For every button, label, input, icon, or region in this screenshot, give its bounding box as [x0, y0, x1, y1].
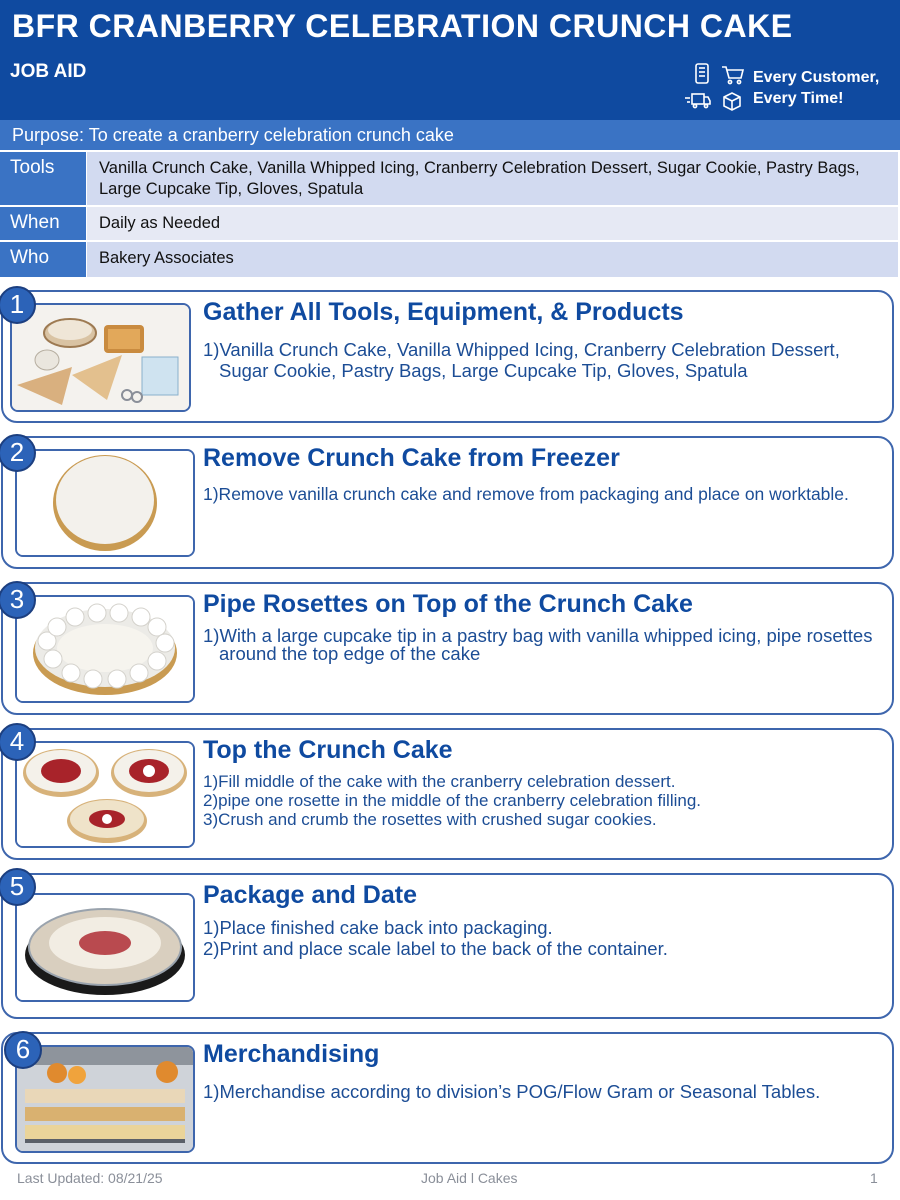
- page-subtitle: JOB AID: [10, 61, 87, 82]
- header-banner: [0, 0, 900, 120]
- step-4-item-3: 3)Crush and crumb the rosettes with crushed sugar cookies.: [203, 810, 657, 829]
- step-card-2: [1, 436, 894, 569]
- step-4-photo: [15, 741, 195, 848]
- step-3-photo: [15, 595, 195, 703]
- step-number-5: 5: [0, 868, 36, 906]
- tagline-icons: [684, 62, 750, 114]
- tagline-line-2: Every Time!: [753, 90, 844, 107]
- tagline: [753, 67, 879, 109]
- step-number-1: 1: [0, 286, 36, 324]
- step-3-item-1: 1)With a large cupcake tip in a pastry bag with vanilla whipped icing, pipe rosettes around the top edge of the cake: [203, 625, 873, 664]
- info-row-tools: [0, 152, 900, 205]
- footer-section: Job Aid l Cakes: [421, 1170, 518, 1186]
- phone-icon: [696, 64, 708, 83]
- step-1-item-1: 1)Vanilla Crunch Cake, Vanilla Whipped Icing, Cranberry Celebration Dessert, Sugar Cookie, Pastry Bags, Large Cupcake Tip, Gloves, Spatula: [203, 339, 840, 381]
- step-3-list: [203, 627, 882, 663]
- step-5-list: [203, 917, 882, 959]
- step-card-4: [1, 728, 894, 860]
- package-icon: [724, 93, 740, 110]
- step-number-3: 3: [0, 581, 36, 619]
- footer: [0, 1170, 900, 1190]
- step-2-item-1: 1)Remove vanilla crunch cake and remove from packaging and place on worktable.: [203, 484, 849, 504]
- delivery-truck-icon: [685, 94, 710, 108]
- tagline-line-1: Every Customer,: [753, 69, 880, 86]
- step-5-item-2: 2)Print and place scale label to the back of the container.: [203, 938, 668, 959]
- info-label-when: When: [0, 207, 86, 240]
- info-value-who: Bakery Associates: [87, 242, 898, 277]
- step-6-photo: [15, 1045, 195, 1153]
- cart-icon: [722, 67, 743, 84]
- step-6-list: [203, 1081, 882, 1102]
- info-row-who: [0, 242, 900, 277]
- step-number-2: 2: [0, 434, 36, 472]
- info-label-tools: Tools: [0, 152, 86, 205]
- step-number-6: 6: [4, 1031, 42, 1069]
- page-title: BFR CRANBERRY CELEBRATION CRUNCH CAKE: [12, 8, 793, 44]
- step-number-4: 4: [0, 723, 36, 761]
- step-1-photo: [10, 303, 191, 412]
- step-2-title: Remove Crunch Cake from Freezer: [203, 444, 620, 472]
- footer-page-number: 1: [870, 1170, 878, 1186]
- info-value-when: Daily as Needed: [87, 207, 898, 240]
- step-card-6: [1, 1032, 894, 1164]
- step-1-title: Gather All Tools, Equipment, & Products: [203, 298, 684, 326]
- step-card-3: [1, 582, 894, 715]
- step-4-item-2: 2)pipe one rosette in the middle of the cranberry celebration filling.: [203, 791, 702, 810]
- step-4-item-1: 1)Fill middle of the cake with the cranberry celebration dessert.: [203, 772, 676, 791]
- step-6-item-1: 1)Merchandise according to division’s POG/Flow Gram or Seasonal Tables.: [203, 1081, 821, 1102]
- step-card-1: [1, 290, 894, 423]
- step-1-list: [203, 339, 882, 381]
- step-5-photo: [15, 893, 195, 1002]
- step-2-list: [203, 485, 882, 504]
- purpose-bar: Purpose: To create a cranberry celebration crunch cake: [0, 120, 900, 150]
- step-card-5: [1, 873, 894, 1019]
- info-value-tools: Vanilla Crunch Cake, Vanilla Whipped Icing, Cranberry Celebration Dessert, Sugar Cookie, Pastry Bags, Large Cupcake Tip, Gloves, Spatula: [87, 152, 898, 205]
- info-row-when: [0, 207, 900, 240]
- info-label-who: Who: [0, 242, 86, 277]
- step-2-photo: [15, 449, 195, 557]
- step-5-item-1: 1)Place finished cake back into packaging.: [203, 917, 553, 938]
- step-5-title: Package and Date: [203, 881, 417, 909]
- step-6-title: Merchandising: [203, 1040, 380, 1068]
- step-4-title: Top the Crunch Cake: [203, 736, 453, 764]
- step-4-list: [203, 772, 882, 829]
- step-3-title: Pipe Rosettes on Top of the Crunch Cake: [203, 590, 693, 618]
- footer-last-updated: Last Updated: 08/21/25: [17, 1170, 163, 1186]
